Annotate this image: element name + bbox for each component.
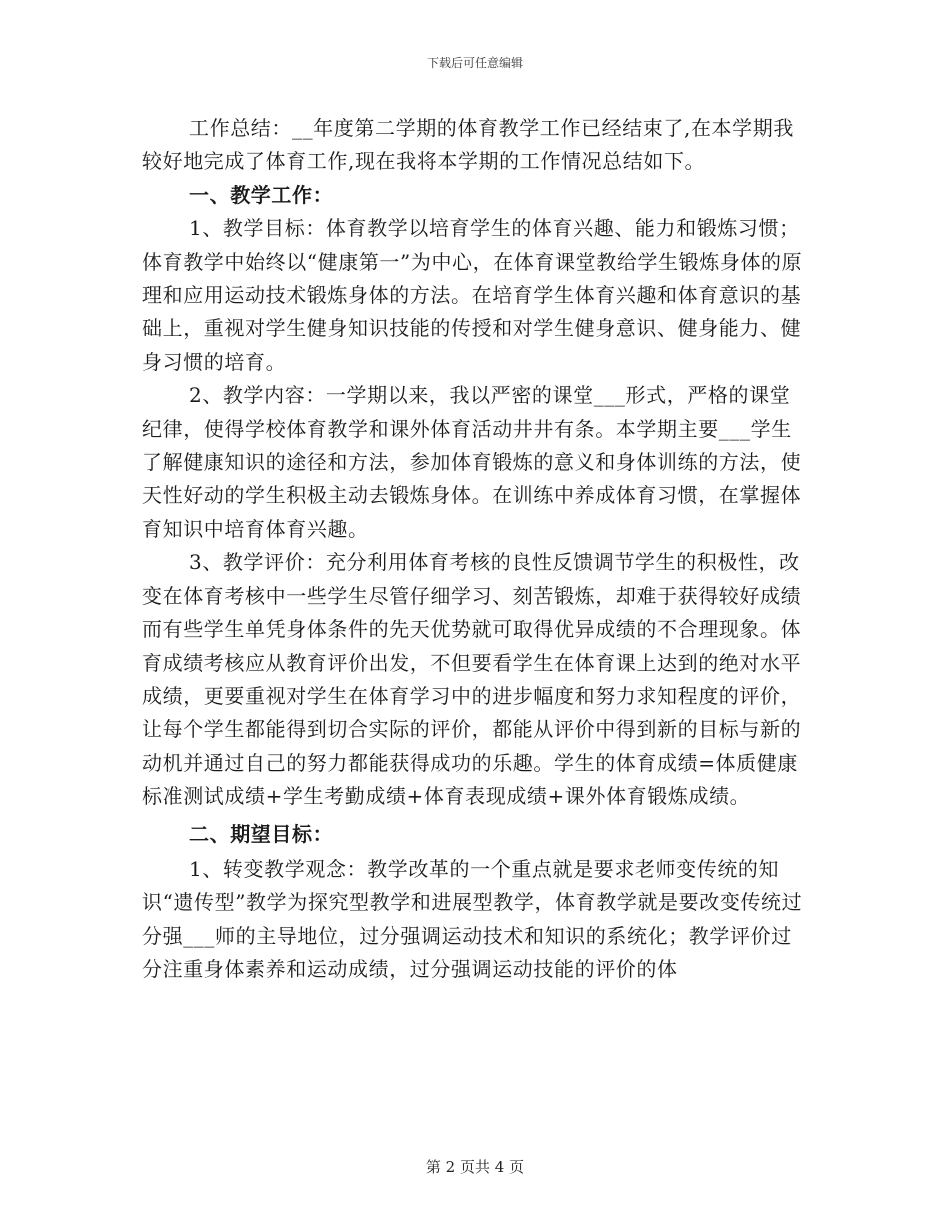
document-body (142, 112, 810, 987)
section-heading: 一、教学工作： (189, 182, 334, 207)
intro-paragraph: 工作总结：__年度第二学期的体育教学工作已经结束了,在本学期我较好地完成了体育工作,现在我将本学期的工作情况总结如下。 (142, 116, 794, 174)
body-paragraph: 3、教学评价：充分利用体育考核的良性反馈调节学生的积极性，改变在体育考核中一些学生尽管仔细学习、刻苦锻炼，却难于获得较好成绩而有些学生单凭身体条件的先天优势就可取得优异成绩的不合理现象。体育成绩考核应从教育评价出发，不但要看学生在体育课上达到的绝对水平成绩，更要重视对学生在体育学习中的进步幅度和努力求知程度的评价，让每个学生都能得到切合实际的评价，都能从评价中得到新的目标与新的动机并通过自己的努力都能获得成功的乐趣。学生的体育成绩=体质健康标准测试成绩+学生考勤成绩+体育表现成绩+课外体育锻炼成绩。 (142, 550, 802, 809)
page-footer: 第 2 页共 4 页 (425, 1158, 525, 1176)
section-heading: 二、期望目标： (189, 821, 334, 846)
page-header: 下载后可任意编辑 (426, 56, 523, 70)
body-paragraph: 2、教学内容：一学期以来，我以严密的课堂___形式，严格的课堂纪律，使得学校体育教学和课外体育活动井井有条。本学期主要___学生了解健康知识的途径和方法，参加体育锻炼的意义和身体训练的方法，使天性好动的学生积极主动去锻炼身体。在训练中养成体育习惯，在掌握体育知识中培育体育兴趣。 (142, 383, 802, 541)
body-paragraph: 1、转变教学观念：教学改革的一个重点就是要求老师变传统的知识“遗传型”教学为探究型教学和进展型教学，体育教学就是要改变传统过分强___师的主导地位，过分强调运动技术和知识的系统化；教学评价过分注重身体素养和运动成绩，过分强调运动技能的评价的体 (142, 856, 803, 982)
body-paragraph: 1、教学目标：体育教学以培育学生的体育兴趣、能力和锻炼习惯；体育教学中始终以“健康第一”为中心，在体育课堂教给学生锻炼身体的原理和应用运动技术锻炼身体的方法。在培育学生体育兴趣和体育意识的基础上，重视对学生健身知识技能的传授和对学生健身意识、健身能力、健身习惯的培育。 (142, 216, 803, 374)
